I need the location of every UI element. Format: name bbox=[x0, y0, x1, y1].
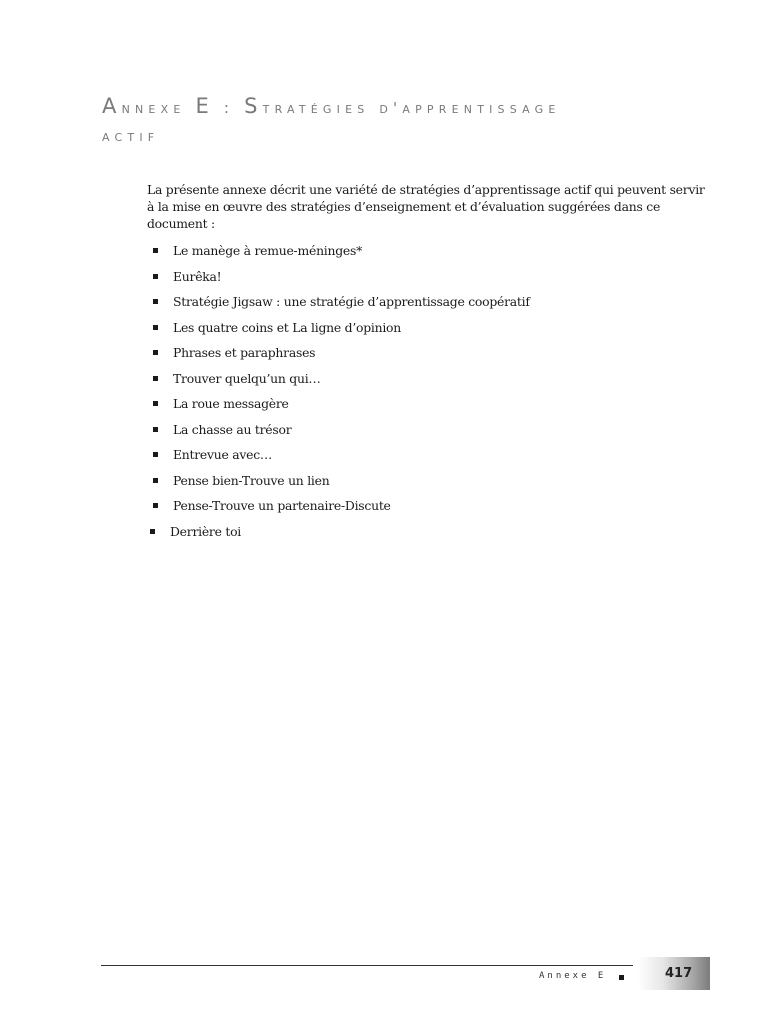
list-item-text: La roue messagère bbox=[173, 396, 289, 411]
list-item-text: Eurêka! bbox=[173, 268, 222, 284]
footer-section-label: Annexe E bbox=[539, 971, 607, 981]
square-bullet-icon bbox=[153, 274, 158, 279]
title-initial-cap: A bbox=[102, 94, 122, 118]
list-item bbox=[147, 369, 530, 395]
page-number: 417 bbox=[665, 966, 693, 981]
list-item-text: Stratégie Jigsaw : une stratégie d’apprentissage coopératif bbox=[173, 294, 530, 309]
square-bullet-icon bbox=[153, 503, 158, 508]
square-bullet-icon bbox=[153, 350, 158, 355]
square-bullet-icon bbox=[153, 299, 158, 304]
title-initial-cap: E bbox=[195, 94, 214, 118]
square-bullet-icon bbox=[153, 427, 158, 432]
square-bullet-icon bbox=[153, 452, 158, 457]
intro-paragraph: La présente annexe décrit une variété de stratégies d’apprentissage actif qui peuvent servir à la mise en œuvre des stratégies d’enseignement et d’évaluation suggérées dans ce document : bbox=[147, 182, 705, 231]
title-text: nnexe bbox=[121, 99, 196, 117]
list-item-text: Phrases et paraphrases bbox=[173, 345, 316, 360]
square-bullet-icon bbox=[153, 248, 158, 253]
square-bullet-icon bbox=[153, 325, 158, 330]
list-item bbox=[147, 471, 530, 497]
title-initial-cap: S bbox=[244, 94, 263, 118]
title-separator: : bbox=[213, 99, 245, 117]
list-item bbox=[147, 496, 530, 522]
title-text: tratégies d'apprentissage bbox=[262, 99, 561, 117]
list-item-text: La chasse au trésor bbox=[173, 421, 292, 437]
list-item bbox=[147, 292, 530, 318]
square-bullet-icon bbox=[150, 529, 155, 534]
title-text-line2: actif bbox=[102, 127, 160, 145]
strategy-list bbox=[147, 241, 530, 547]
list-item-text: Trouver quelqu’un qui… bbox=[173, 370, 321, 386]
page-title bbox=[102, 92, 702, 150]
list-item bbox=[144, 522, 530, 548]
square-bullet-icon bbox=[153, 401, 158, 406]
list-item bbox=[147, 420, 530, 446]
list-item-text: Pense bien-Trouve un lien bbox=[173, 472, 330, 488]
footer-divider bbox=[101, 965, 633, 966]
list-item-text: Les quatre coins et La ligne d’opinion bbox=[173, 319, 401, 335]
list-item-text: Entrevue avec… bbox=[173, 447, 273, 462]
list-item-text: Pense-Trouve un partenaire-Discute bbox=[173, 498, 391, 513]
list-item bbox=[147, 394, 530, 420]
list-item bbox=[147, 241, 530, 267]
square-bullet-icon bbox=[153, 376, 158, 381]
list-item-text: Le manège à remue-méninges* bbox=[173, 243, 363, 258]
list-item-text: Derrière toi bbox=[170, 523, 242, 539]
list-item bbox=[147, 318, 530, 344]
list-item bbox=[147, 343, 530, 369]
square-bullet-icon bbox=[153, 478, 158, 483]
footer-square-icon bbox=[619, 975, 624, 980]
list-item bbox=[147, 267, 530, 293]
list-item bbox=[147, 445, 530, 471]
